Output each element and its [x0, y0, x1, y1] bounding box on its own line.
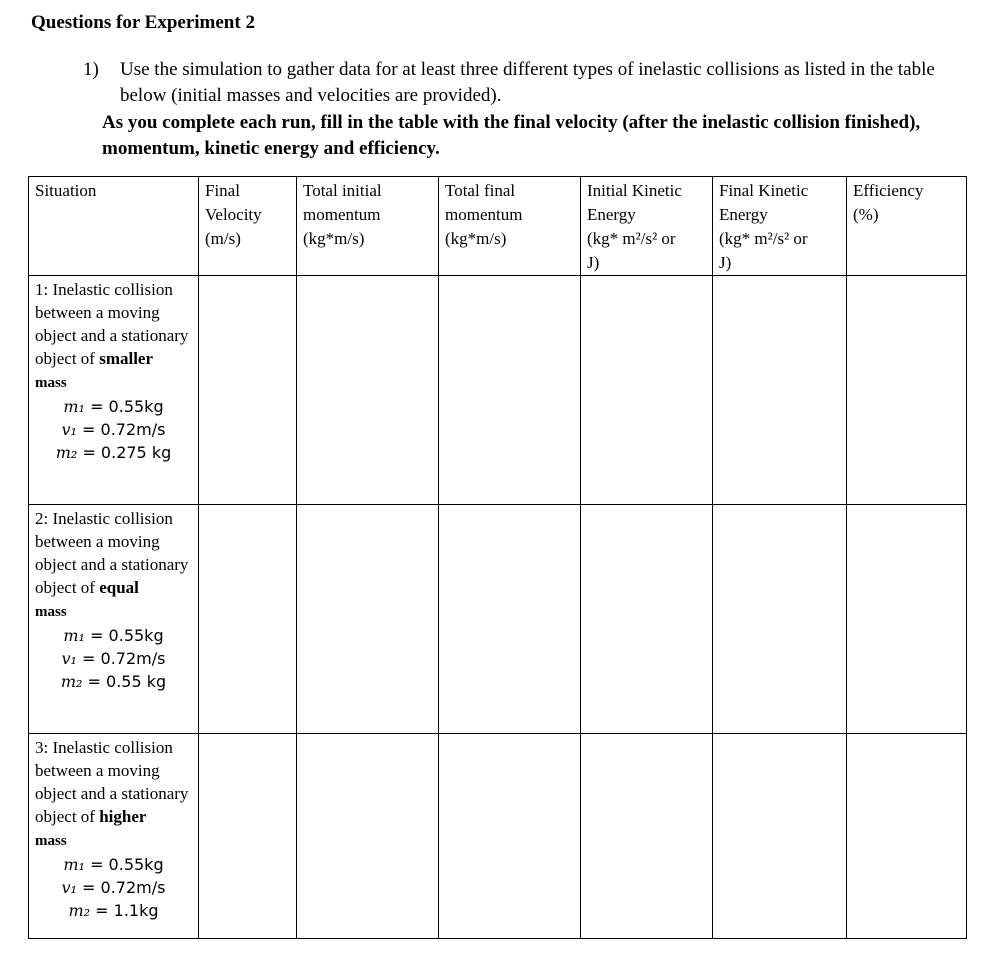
situation-label: 3: Inelastic collision between a moving object and a stationary object of higher mass — [35, 738, 189, 849]
initial-kinetic-energy-input-cell[interactable] — [581, 276, 713, 505]
initial-kinetic-energy-input-cell[interactable] — [581, 505, 713, 734]
mass-1-equation: m₁ = 0.55kg — [63, 397, 164, 416]
mass-2-equation: m₂ = 1.1kg — [68, 901, 159, 920]
final-kinetic-energy-input-cell[interactable] — [713, 276, 847, 505]
data-table — [28, 176, 967, 939]
situation-cell — [29, 734, 199, 939]
mass-2-equation: m₂ = 0.275 kg — [55, 443, 172, 462]
efficiency-input-cell[interactable] — [847, 505, 967, 734]
header-cell-total-initial-momentum: Total initial momentum (kg*m/s) — [297, 177, 439, 276]
total-final-momentum-input-cell[interactable] — [439, 505, 581, 734]
table-row — [29, 505, 967, 734]
velocity-1-equation: v₁ = 0.72m/s — [61, 649, 166, 668]
initial-kinetic-energy-input-cell[interactable] — [581, 734, 713, 939]
final-kinetic-energy-input-cell[interactable] — [713, 734, 847, 939]
question-number: 1) — [83, 59, 99, 80]
instruction-text: As you complete each run, fill in the table with the final velocity (after the inelastic collision finished), momentum, kinetic energy and efficiency. — [102, 112, 921, 159]
header-cell-efficiency: Efficiency (%) — [847, 177, 967, 276]
situation-cell — [29, 276, 199, 505]
mass-2-equation: m₂ = 0.55 kg — [60, 672, 167, 691]
final-velocity-input-cell[interactable] — [199, 505, 297, 734]
mass-1-equation: m₁ = 0.55kg — [63, 626, 164, 645]
velocity-1-equation: v₁ = 0.72m/s — [61, 420, 166, 439]
question-text: Use the simulation to gather data for at least three different types of inelastic collisions as listed in the table below (initial masses and velocities are provided). — [120, 59, 935, 106]
total-initial-momentum-input-cell[interactable] — [297, 734, 439, 939]
situation-label: 2: Inelastic collision between a moving object and a stationary object of equal mass — [35, 509, 189, 620]
velocity-1-equation: v₁ = 0.72m/s — [61, 878, 166, 897]
mass-1-equation: m₁ = 0.55kg — [63, 855, 164, 874]
final-kinetic-energy-input-cell[interactable] — [713, 505, 847, 734]
header-cell-initial-kinetic-energy: Initial Kinetic Energy (kg* m²/s² or J) — [581, 177, 713, 276]
total-final-momentum-input-cell[interactable] — [439, 276, 581, 505]
table-header-row — [29, 177, 967, 276]
page-heading: Questions for Experiment 2 — [31, 12, 255, 33]
final-velocity-input-cell[interactable] — [199, 276, 297, 505]
question-block — [83, 57, 973, 109]
total-initial-momentum-input-cell[interactable] — [297, 276, 439, 505]
table-row — [29, 276, 967, 505]
total-initial-momentum-input-cell[interactable] — [297, 505, 439, 734]
situation-label: 1: Inelastic collision between a moving object and a stationary object of smaller mass — [35, 280, 189, 391]
table-row — [29, 734, 967, 939]
efficiency-input-cell[interactable] — [847, 276, 967, 505]
final-velocity-input-cell[interactable] — [199, 734, 297, 939]
header-cell-final-kinetic-energy: Final Kinetic Energy (kg* m²/s² or J) — [713, 177, 847, 276]
header-cell-final-velocity: Final Velocity (m/s) — [199, 177, 297, 276]
efficiency-input-cell[interactable] — [847, 734, 967, 939]
situation-cell — [29, 505, 199, 734]
header-cell-total-final-momentum: Total final momentum (kg*m/s) — [439, 177, 581, 276]
header-cell-situation: Situation — [29, 177, 199, 276]
total-final-momentum-input-cell[interactable] — [439, 734, 581, 939]
